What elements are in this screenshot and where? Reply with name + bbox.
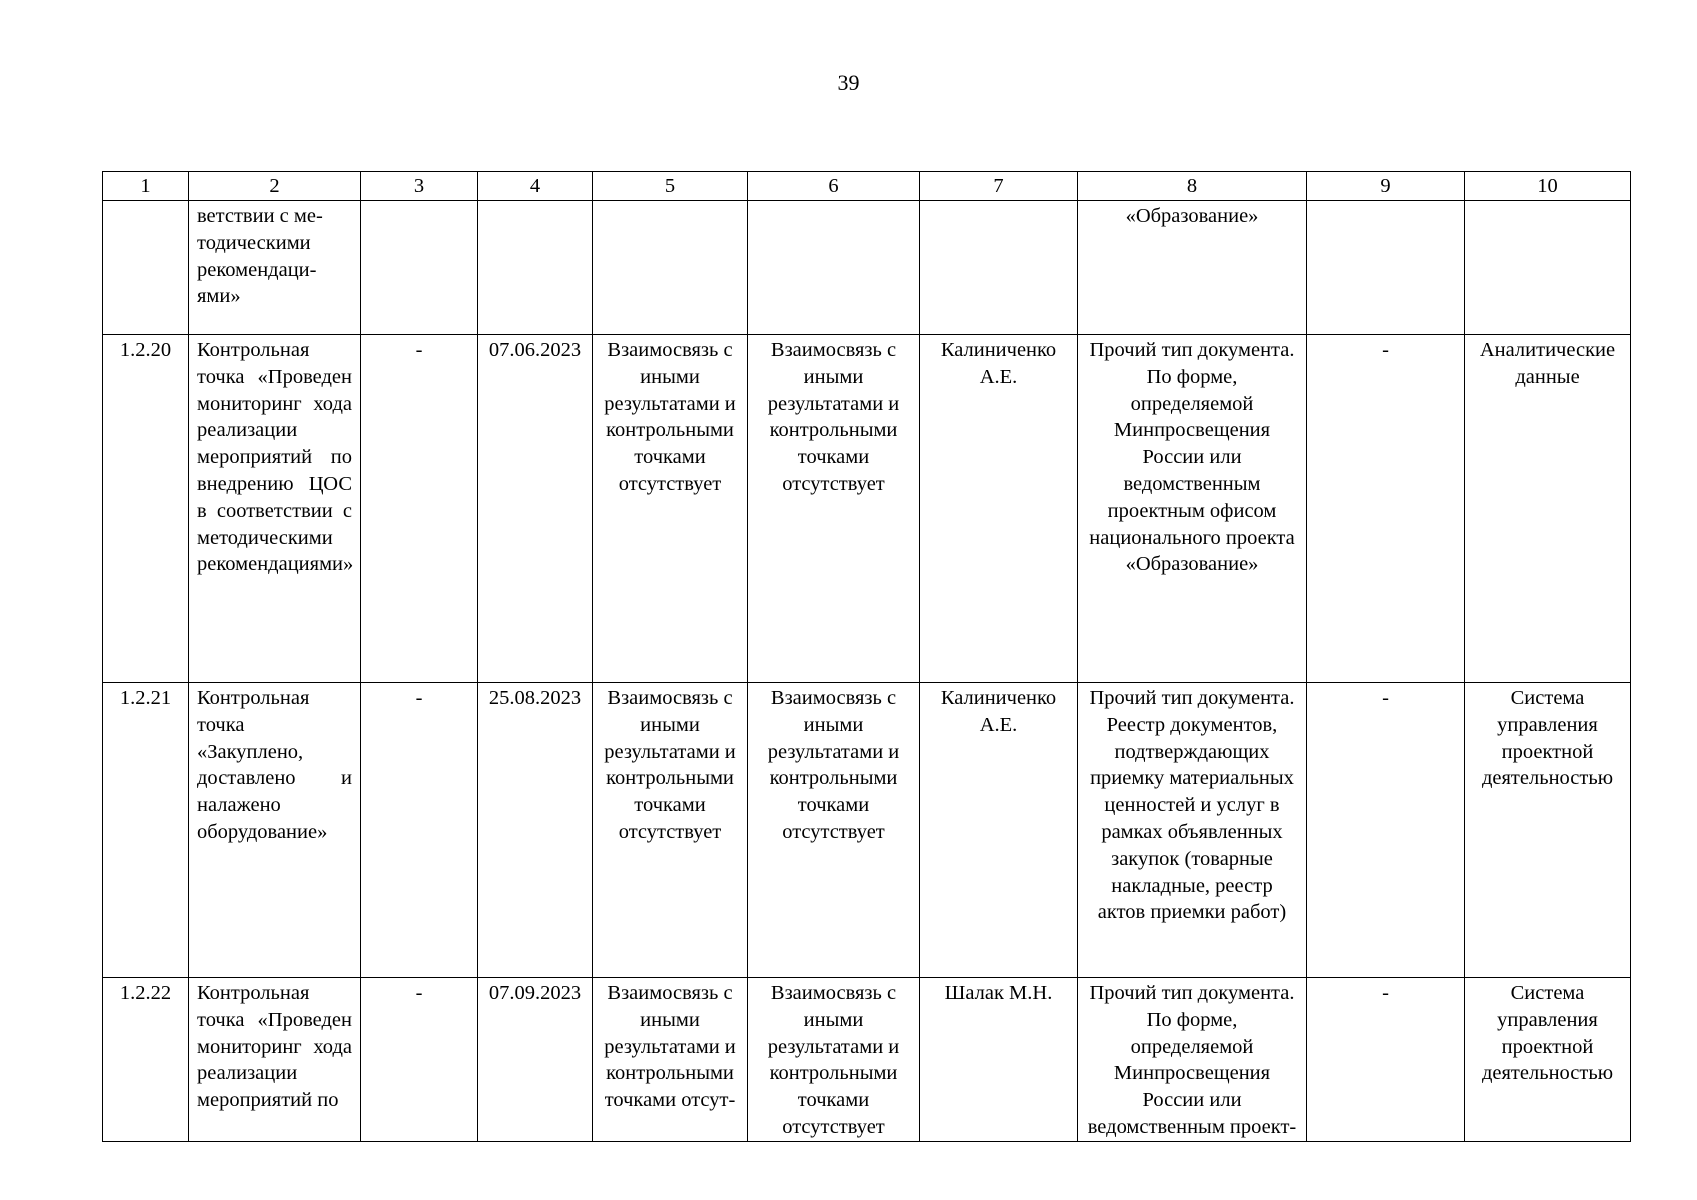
row-col3: -: [361, 683, 478, 978]
row-col3: [361, 201, 478, 335]
column-header: 3: [361, 172, 478, 201]
column-header: 1: [103, 172, 189, 201]
column-header: 5: [593, 172, 748, 201]
row-link6: Взаимосвязь с иными результатами и контрольными точками отсутствует: [748, 683, 920, 978]
column-header: 2: [189, 172, 361, 201]
row-col9: -: [1307, 683, 1465, 978]
row-col9: -: [1307, 978, 1465, 1142]
column-header: 6: [748, 172, 920, 201]
column-header: 8: [1078, 172, 1307, 201]
row-number: 1.2.22: [103, 978, 189, 1142]
table-row: [103, 335, 1631, 683]
row-date: 07.06.2023: [478, 335, 593, 683]
table-row: [103, 978, 1631, 1142]
row-name: Контрольная точка «Проведен мониторинг хода реализации мероприятий по внедрению ЦОС в соответствии с методическими рекомендациями»: [189, 335, 361, 683]
table-row: [103, 683, 1631, 978]
row-col9: -: [1307, 335, 1465, 683]
row-source: Система управления проектной деятельностью: [1465, 683, 1631, 978]
row-responsible: Калиниченко А.Е.: [920, 335, 1078, 683]
row-doc-type: Прочий тип документа. По форме, определяемой Минпросвещения России или ведомственным проектным офисом национального проекта «Образование»: [1078, 335, 1307, 683]
row-link5: Взаимосвязь с иными результатами и контрольными точками отсут-: [593, 978, 748, 1142]
row-source: Система управления проектной деятельностью: [1465, 978, 1631, 1142]
row-doc-type: «Образование»: [1078, 201, 1307, 335]
row-number: 1.2.21: [103, 683, 189, 978]
header-row: [103, 172, 1631, 201]
row-source: [1465, 201, 1631, 335]
row-col9: [1307, 201, 1465, 335]
column-header: 10: [1465, 172, 1631, 201]
project-plan-table: [102, 171, 1631, 1142]
row-number: 1.2.20: [103, 335, 189, 683]
row-date: [478, 201, 593, 335]
row-link5: [593, 201, 748, 335]
row-link5: Взаимосвязь с иными результатами и контрольными точками отсутствует: [593, 335, 748, 683]
row-name: Контрольная точка «Закуплено, доставлено и налажено оборудование»: [189, 683, 361, 978]
column-header: 4: [478, 172, 593, 201]
row-col3: -: [361, 335, 478, 683]
row-number: [103, 201, 189, 335]
row-responsible: [920, 201, 1078, 335]
column-header: 7: [920, 172, 1078, 201]
row-name: ветствии с ме- тодическими рекомендаци- ями»: [189, 201, 361, 335]
row-responsible: Шалак М.Н.: [920, 978, 1078, 1142]
row-responsible: Калиниченко А.Е.: [920, 683, 1078, 978]
row-doc-type: Прочий тип документа. По форме, определяемой Минпросвещения России или ведомственным проект-: [1078, 978, 1307, 1142]
row-col3: -: [361, 978, 478, 1142]
page-number: 39: [837, 70, 860, 95]
table-row: [103, 201, 1631, 335]
row-date: 25.08.2023: [478, 683, 593, 978]
row-source: Аналитические данные: [1465, 335, 1631, 683]
row-link5: Взаимосвязь с иными результатами и контрольными точками отсутствует: [593, 683, 748, 978]
row-link6: Взаимосвязь с иными результатами и контрольными точками отсутствует: [748, 335, 920, 683]
row-link6: [748, 201, 920, 335]
row-date: 07.09.2023: [478, 978, 593, 1142]
column-header: 9: [1307, 172, 1465, 201]
row-name: Контрольная точка «Проведен мониторинг хода реализации мероприятий по: [189, 978, 361, 1142]
row-doc-type: Прочий тип документа. Реестр документов, подтверждающих приемку материальных ценностей и услуг в рамках объявленных закупок (товарные накладные, реестр актов приемки работ): [1078, 683, 1307, 978]
row-link6: Взаимосвязь с иными результатами и контрольными точками отсутствует: [748, 978, 920, 1142]
